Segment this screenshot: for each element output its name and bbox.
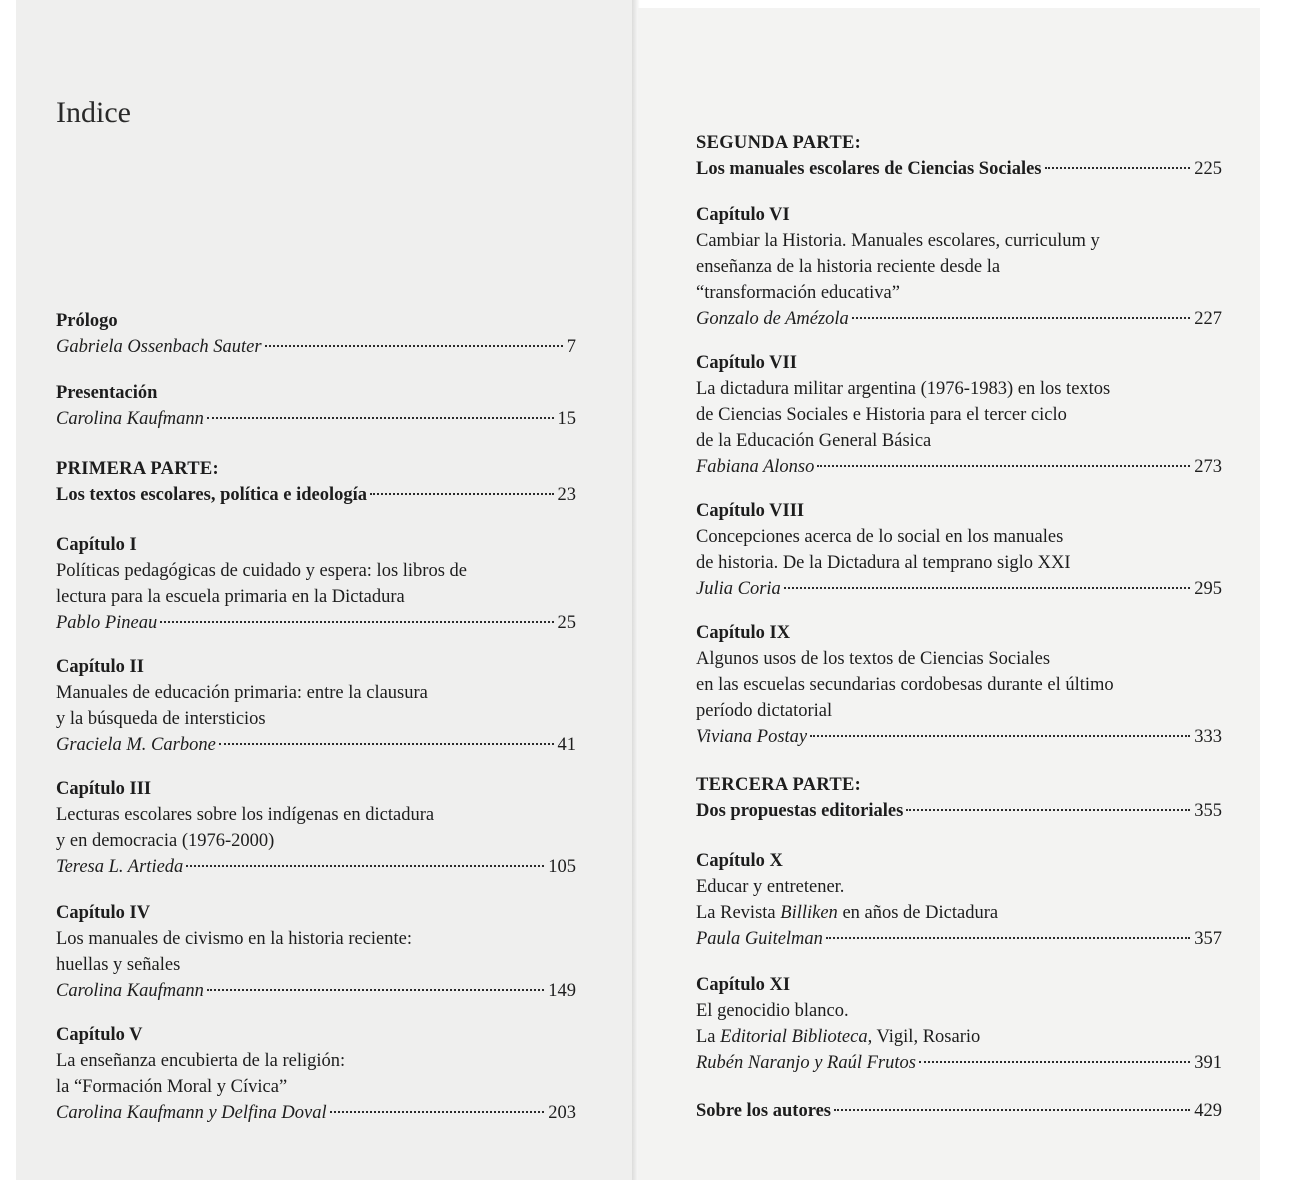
chapter-title-line: Educar y entretener.: [696, 877, 845, 897]
part-heading: TERCERA PARTE:: [696, 775, 862, 795]
toc-entry-cap5: [56, 1022, 576, 1126]
toc-line[interactable]: [696, 454, 1222, 480]
dot-leader: [219, 743, 554, 745]
chapter-heading: Capítulo I: [56, 535, 137, 555]
dot-leader: [330, 1111, 545, 1113]
page-number: 203: [548, 1103, 576, 1123]
toc-entry-prologo: [56, 308, 576, 360]
entry-author: Teresa L. Artieda: [56, 857, 184, 877]
toc-part-segunda: [696, 130, 1222, 182]
dot-leader: [852, 317, 1190, 319]
toc-line[interactable]: [696, 724, 1222, 750]
dot-leader: [207, 989, 544, 991]
page-number: 7: [566, 337, 576, 357]
toc-entry-cap8: [696, 498, 1222, 602]
toc-line[interactable]: [56, 1100, 576, 1126]
chapter-title-line: de la Educación General Básica: [696, 431, 932, 451]
chapter-title-line: lectura para la escuela primaria en la Dictadura: [56, 587, 405, 607]
toc-line[interactable]: [56, 406, 576, 432]
chapter-title-line: Cambiar la Historia. Manuales escolares, curriculum y: [696, 231, 1100, 251]
chapter-title-line: período dictatorial: [696, 701, 833, 721]
chapter-heading: Capítulo IV: [56, 903, 151, 923]
chapter-title-line: de historia. De la Dictadura al temprano siglo XXI: [696, 553, 1071, 573]
toc-entry-cap11: [696, 972, 1222, 1076]
chapter-title-line: Los manuales de civismo en la historia reciente:: [56, 929, 413, 949]
toc-line[interactable]: [696, 798, 1222, 824]
dot-leader: [186, 865, 544, 867]
entry-author: Gabriela Ossenbach Sauter: [56, 337, 262, 357]
toc-entry-cap7: [696, 350, 1222, 480]
entry-heading: Prólogo: [56, 311, 118, 331]
page-number: 357: [1194, 929, 1222, 949]
dot-leader: [817, 465, 1190, 467]
entry-author: Carolina Kaufmann: [56, 981, 204, 1001]
page-number: 23: [557, 485, 576, 505]
chapter-heading: Capítulo VII: [696, 353, 797, 373]
chapter-title-line: Manuales de educación primaria: entre la clausura: [56, 683, 428, 703]
chapter-title-line: La enseñanza encubierta de la religión:: [56, 1051, 346, 1071]
toc-entry-cap3: [56, 776, 576, 880]
entry-author: Julia Coria: [696, 579, 781, 599]
toc-line[interactable]: [56, 854, 576, 880]
dot-leader: [919, 1061, 1190, 1063]
chapter-heading: Capítulo III: [56, 779, 152, 799]
dot-leader: [1045, 167, 1191, 169]
chapter-title-line: El genocidio blanco.: [696, 1001, 849, 1021]
left-page: [16, 0, 634, 1180]
chapter-title-line: [696, 900, 1222, 926]
chapter-title-line: [696, 1024, 1222, 1050]
title-text: La: [696, 1027, 721, 1047]
page-number: 149: [548, 981, 576, 1001]
page-number: 295: [1194, 579, 1222, 599]
dot-leader: [810, 735, 1190, 737]
page-number: 391: [1194, 1053, 1222, 1073]
dot-leader: [906, 809, 1190, 811]
dot-leader: [784, 587, 1190, 589]
entry-author: Viviana Postay: [696, 727, 808, 747]
toc-line[interactable]: [56, 732, 576, 758]
toc-entry-cap10: [696, 848, 1222, 952]
toc-line[interactable]: [696, 306, 1222, 332]
part-heading: PRIMERA PARTE:: [56, 459, 220, 479]
chapter-heading: Capítulo V: [56, 1025, 143, 1045]
entry-author: Rubén Naranjo y Raúl Frutos: [696, 1053, 916, 1073]
title-text: La Revista: [696, 903, 781, 923]
toc-entry-cap1: [56, 532, 576, 636]
entry-author: Gonzalo de Amézola: [696, 309, 849, 329]
dot-leader: [834, 1109, 1190, 1111]
part-heading: SEGUNDA PARTE:: [696, 133, 862, 153]
entry-author: Graciela M. Carbone: [56, 735, 216, 755]
part-title: Dos propuestas editoriales: [696, 801, 904, 821]
dot-leader: [826, 937, 1190, 939]
part-title: Los manuales escolares de Ciencias Sociales: [696, 159, 1042, 179]
toc-line[interactable]: [56, 334, 576, 360]
chapter-title-line: enseñanza de la historia reciente desde la: [696, 257, 1001, 277]
toc-entry-cap9: [696, 620, 1222, 750]
chapter-title-line: “transformación educativa”: [696, 283, 900, 303]
title-text: , Vigil, Rosario: [867, 1027, 981, 1047]
index-title: Indice: [56, 96, 131, 129]
page-number: 355: [1194, 801, 1222, 821]
entry-author: Carolina Kaufmann y Delfina Doval: [56, 1103, 327, 1123]
toc-line[interactable]: [696, 926, 1222, 952]
entry-author: Pablo Pineau: [56, 613, 158, 633]
title-emphasis: Billiken: [780, 903, 838, 923]
chapter-heading: Capítulo XI: [696, 975, 791, 995]
chapter-heading: Capítulo VIII: [696, 501, 805, 521]
entry-author: Fabiana Alonso: [696, 457, 815, 477]
page-number: 15: [557, 409, 576, 429]
toc-line[interactable]: [56, 978, 576, 1004]
chapter-title-line: en las escuelas secundarias cordobesas durante el último: [696, 675, 1114, 695]
dot-leader: [160, 621, 553, 623]
toc-line[interactable]: [696, 156, 1222, 182]
entry-title: Sobre los autores: [696, 1101, 831, 1121]
chapter-title-line: y en democracia (1976-2000): [56, 831, 275, 851]
toc-line[interactable]: [696, 576, 1222, 602]
chapter-title-line: Concepciones acerca de lo social en los manuales: [696, 527, 1064, 547]
title-text: en años de Dictadura: [837, 903, 999, 923]
page-number: 227: [1194, 309, 1222, 329]
toc-entry-cap2: [56, 654, 576, 758]
toc-line[interactable]: [56, 482, 576, 508]
toc-entry-cap6: [696, 202, 1222, 332]
page-number: 429: [1194, 1101, 1222, 1121]
chapter-heading: Capítulo II: [56, 657, 144, 677]
dot-leader: [370, 493, 553, 495]
page-number: 105: [548, 857, 576, 877]
entry-author: Paula Guitelman: [696, 929, 823, 949]
page-number: 25: [557, 613, 576, 633]
toc-line[interactable]: [56, 610, 576, 636]
toc-entry-cap4: [56, 900, 576, 1004]
chapter-title-line: Algunos usos de los textos de Ciencias Sociales: [696, 649, 1051, 669]
dot-leader: [207, 417, 554, 419]
entry-author: Carolina Kaufmann: [56, 409, 204, 429]
chapter-heading: Capítulo X: [696, 851, 783, 871]
toc-entry-sobre-autores: [696, 1098, 1222, 1124]
right-page: [638, 8, 1260, 1180]
page-number: 225: [1194, 159, 1222, 179]
toc-part-primera: [56, 456, 576, 508]
page-number: 273: [1194, 457, 1222, 477]
toc-part-tercera: [696, 772, 1222, 824]
title-emphasis: Editorial Biblioteca: [720, 1027, 868, 1047]
chapter-title-line: de Ciencias Sociales e Historia para el tercer ciclo: [696, 405, 1067, 425]
chapter-title-line: y la búsqueda de intersticios: [56, 709, 266, 729]
part-title: Los textos escolares, política e ideología: [56, 485, 368, 505]
chapter-heading: Capítulo IX: [696, 623, 791, 643]
toc-entry-presentacion: [56, 380, 576, 432]
chapter-title-line: La dictadura militar argentina (1976-1983) en los textos: [696, 379, 1111, 399]
chapter-title-line: Lecturas escolares sobre los indígenas en dictadura: [56, 805, 435, 825]
entry-heading: Presentación: [56, 383, 158, 403]
chapter-title-line: huellas y señales: [56, 955, 181, 975]
toc-line[interactable]: [696, 1050, 1222, 1076]
page-number: 333: [1194, 727, 1222, 747]
dot-leader: [265, 345, 563, 347]
toc-line[interactable]: [696, 1098, 1222, 1124]
chapter-title-line: la “Formación Moral y Cívica”: [56, 1077, 288, 1097]
page-number: 41: [557, 735, 576, 755]
chapter-heading: Capítulo VI: [696, 205, 790, 225]
chapter-title-line: Políticas pedagógicas de cuidado y espera: los libros de: [56, 561, 468, 581]
